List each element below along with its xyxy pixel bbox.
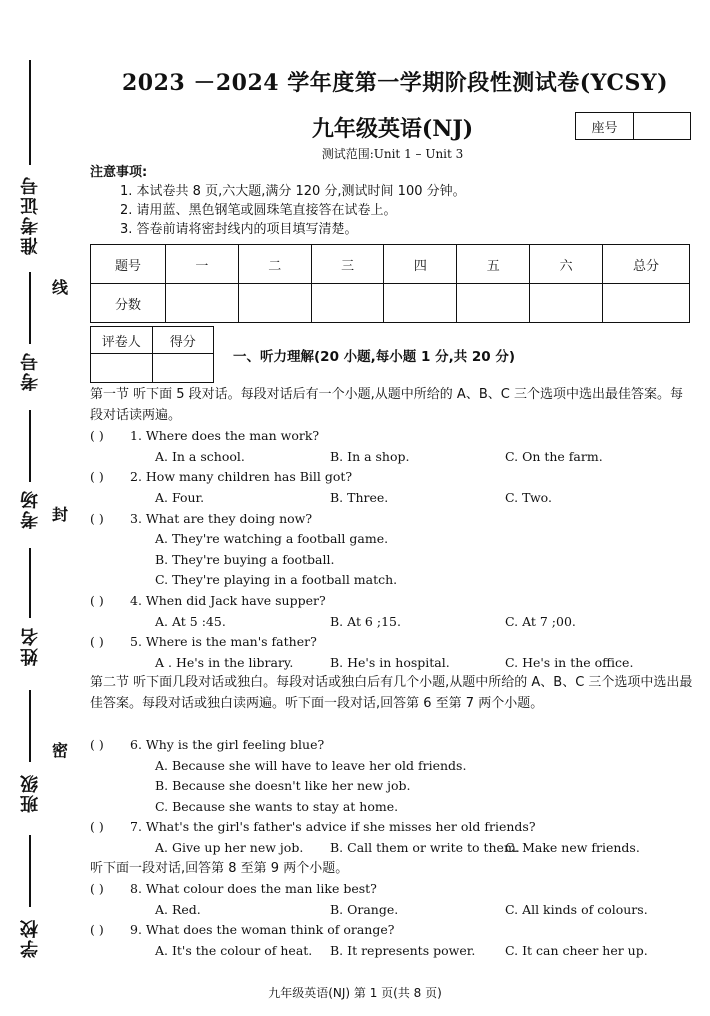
school-label: 学校: [20, 918, 41, 958]
question-text: 2. How many children has Bill got?: [130, 469, 353, 485]
options-row: [90, 900, 695, 921]
question: [90, 591, 695, 612]
question-text: 4. When did Jack have supper?: [130, 592, 326, 608]
option: B. Call them or write to them.: [330, 840, 520, 856]
question: [90, 509, 695, 530]
seat-number-box: [575, 112, 691, 140]
score-header-cell: 六: [530, 245, 603, 284]
exam-subtitle: 九年级英语(NJ): [311, 116, 474, 142]
options-row: [90, 838, 695, 859]
exam-room-line: [29, 410, 31, 482]
option: B. In a shop.: [330, 448, 410, 464]
score-header-cell: 四: [384, 245, 457, 284]
answer-blank[interactable]: ( ): [90, 634, 104, 650]
answer-blank[interactable]: ( ): [90, 510, 104, 526]
score-header-cell: 三: [311, 245, 384, 284]
exam-id-field[interactable]: [16, 60, 46, 260]
answer-blank[interactable]: ( ): [90, 592, 104, 608]
test-scope: 测试范围:Unit 1 – Unit 3: [321, 147, 464, 161]
exam-no-line: [29, 272, 31, 344]
score-cell[interactable]: [530, 284, 603, 323]
question-text: 9. What does the woman think of orange?: [130, 922, 395, 938]
answer-blank[interactable]: ( ): [90, 469, 104, 485]
option: C. They're playing in a football match.: [155, 572, 398, 588]
binding-strip: [0, 0, 85, 1016]
exam-no-label: 考号: [20, 351, 41, 391]
question: [90, 735, 695, 756]
option: C. He's in the office.: [505, 654, 634, 670]
page-footer: 九年级英语(NJ) 第 1 页(共 8 页): [268, 986, 442, 1000]
score-cell[interactable]: [603, 284, 690, 323]
score-cell[interactable]: [384, 284, 457, 323]
question-text: 6. Why is the girl feeling blue?: [130, 737, 325, 753]
score-header-cell: 一: [166, 245, 239, 284]
option: C. On the farm.: [505, 448, 603, 464]
option: A. They're watching a football game.: [155, 531, 389, 547]
option: C. Two.: [505, 489, 552, 505]
option: A. At 5 :45.: [155, 613, 226, 629]
option: B. He's in hospital.: [330, 654, 450, 670]
note-item: 1. 本试卷共 8 页,六大题,满分 120 分,测试时间 100 分钟。: [120, 184, 466, 199]
score-cell[interactable]: [238, 284, 311, 323]
score-header-cell: 总分: [603, 245, 690, 284]
score-header-cell: 五: [457, 245, 530, 284]
note-item: 2. 请用蓝、黑色钢笔或圆珠笔直接答在试卷上。: [120, 203, 397, 218]
option: C. At 7 ;00.: [505, 613, 576, 629]
option: C. Make new friends.: [505, 840, 640, 856]
question-text: 8. What colour does the man like best?: [130, 881, 377, 897]
grader-input[interactable]: [91, 354, 153, 383]
seal-char-seal: 封: [52, 505, 69, 524]
class-label: 班级: [20, 773, 41, 813]
seat-number-label: 座号: [576, 113, 634, 139]
option: C. All kinds of colours.: [505, 901, 648, 917]
option: B. At 6 ;15.: [330, 613, 401, 629]
answer-blank[interactable]: ( ): [90, 922, 104, 938]
name-label: 姓名: [20, 626, 41, 666]
score-cell[interactable]: [311, 284, 384, 323]
option: B. They're buying a football.: [155, 551, 335, 567]
listening-section: [90, 385, 695, 962]
option: C. It can cheer her up.: [505, 943, 648, 959]
question-text: 1. Where does the man work?: [130, 428, 320, 444]
question-text: 7. What's the girl's father's advice if she misses her old friends?: [130, 819, 536, 835]
class-field[interactable]: [16, 690, 46, 820]
option: B. Because she doesn't like her new job.: [155, 778, 411, 794]
answer-blank[interactable]: ( ): [90, 737, 104, 753]
option: A. Because she will have to leave her old friends.: [155, 757, 467, 773]
section-heading: 一、听力理解(20 小题,每小题 1 分,共 20 分): [233, 349, 516, 365]
answer-blank[interactable]: ( ): [90, 428, 104, 444]
score-header-cell: 二: [238, 245, 311, 284]
option: B. Three.: [330, 489, 389, 505]
question: [90, 920, 695, 941]
option: A. Give up her new job.: [155, 840, 304, 856]
exam-room-field[interactable]: [16, 410, 46, 530]
score-header-cell: 题号: [91, 245, 166, 284]
score-row-label: 分数: [91, 284, 166, 323]
option: B. Orange.: [330, 901, 399, 917]
school-field[interactable]: [16, 835, 46, 965]
notes-heading: 注意事项:: [90, 165, 148, 180]
exam-title: 2023 －2024 学年度第一学期阶段性测试卷(YCSY): [121, 70, 669, 96]
part2-intro: 第二节 听下面几段对话或独白。每段对话或独白后有几个小题,从题中所给的 A、B、C 三个选项中选出最佳答案。每段对话或独白读两遍。听下面一段对话,回答第 6 至第 7 两个小题。: [90, 675, 693, 711]
school-line: [29, 835, 31, 907]
question: [90, 426, 695, 447]
exam-id-label: 准考证号: [20, 175, 41, 255]
grader-label: 评卷人: [91, 327, 153, 354]
mid-intro: 听下面一段对话,回答第 8 至第 9 两个小题。: [90, 860, 349, 876]
notes-block: [90, 163, 695, 239]
score-cell[interactable]: [166, 284, 239, 323]
exam-id-line: [29, 60, 31, 165]
option: B. It represents power.: [330, 943, 476, 959]
options-row: [90, 941, 695, 962]
grader-table: [90, 326, 214, 383]
option: C. Because she wants to stay at home.: [155, 798, 399, 814]
score-table-header-row: [91, 245, 690, 284]
option: A. In a school.: [155, 448, 245, 464]
option: A. It's the colour of heat.: [155, 943, 313, 959]
note-item: 3. 答卷前请将密封线内的项目填写清楚。: [120, 222, 358, 237]
question: [90, 467, 695, 488]
answer-blank[interactable]: ( ): [90, 819, 104, 835]
part1-intro: 第一节 听下面 5 段对话。每段对话后有一个小题,从题中所给的 A、B、C 三个选项中选出最佳答案。每段对话读两遍。: [90, 387, 683, 423]
question: [90, 817, 695, 838]
options-row: [90, 653, 695, 674]
option: A. Red.: [155, 901, 201, 917]
score-cell[interactable]: [457, 284, 530, 323]
score-table: [90, 244, 690, 323]
class-line: [29, 690, 31, 762]
answer-blank[interactable]: ( ): [90, 881, 104, 897]
seal-char-secret: 密: [52, 741, 69, 760]
option: A. Four.: [155, 489, 205, 505]
option: A . He's in the library.: [155, 654, 294, 670]
seal-char-line: 线: [52, 278, 69, 297]
grader-score-label: 得分: [152, 327, 214, 354]
seat-number-input[interactable]: [634, 113, 690, 139]
question-text: 3. What are they doing now?: [130, 510, 313, 526]
name-line: [29, 548, 31, 618]
options-row: [90, 488, 695, 509]
question-text: 5. Where is the man's father?: [130, 634, 317, 650]
question: [90, 879, 695, 900]
name-field[interactable]: [16, 548, 46, 668]
grader-score-input[interactable]: [152, 354, 214, 383]
score-table-score-row: [91, 284, 690, 323]
options-row: [90, 447, 695, 468]
question: [90, 632, 695, 653]
exam-room-label: 考场: [20, 489, 41, 529]
options-row: [90, 612, 695, 633]
exam-no-field[interactable]: [16, 272, 46, 392]
